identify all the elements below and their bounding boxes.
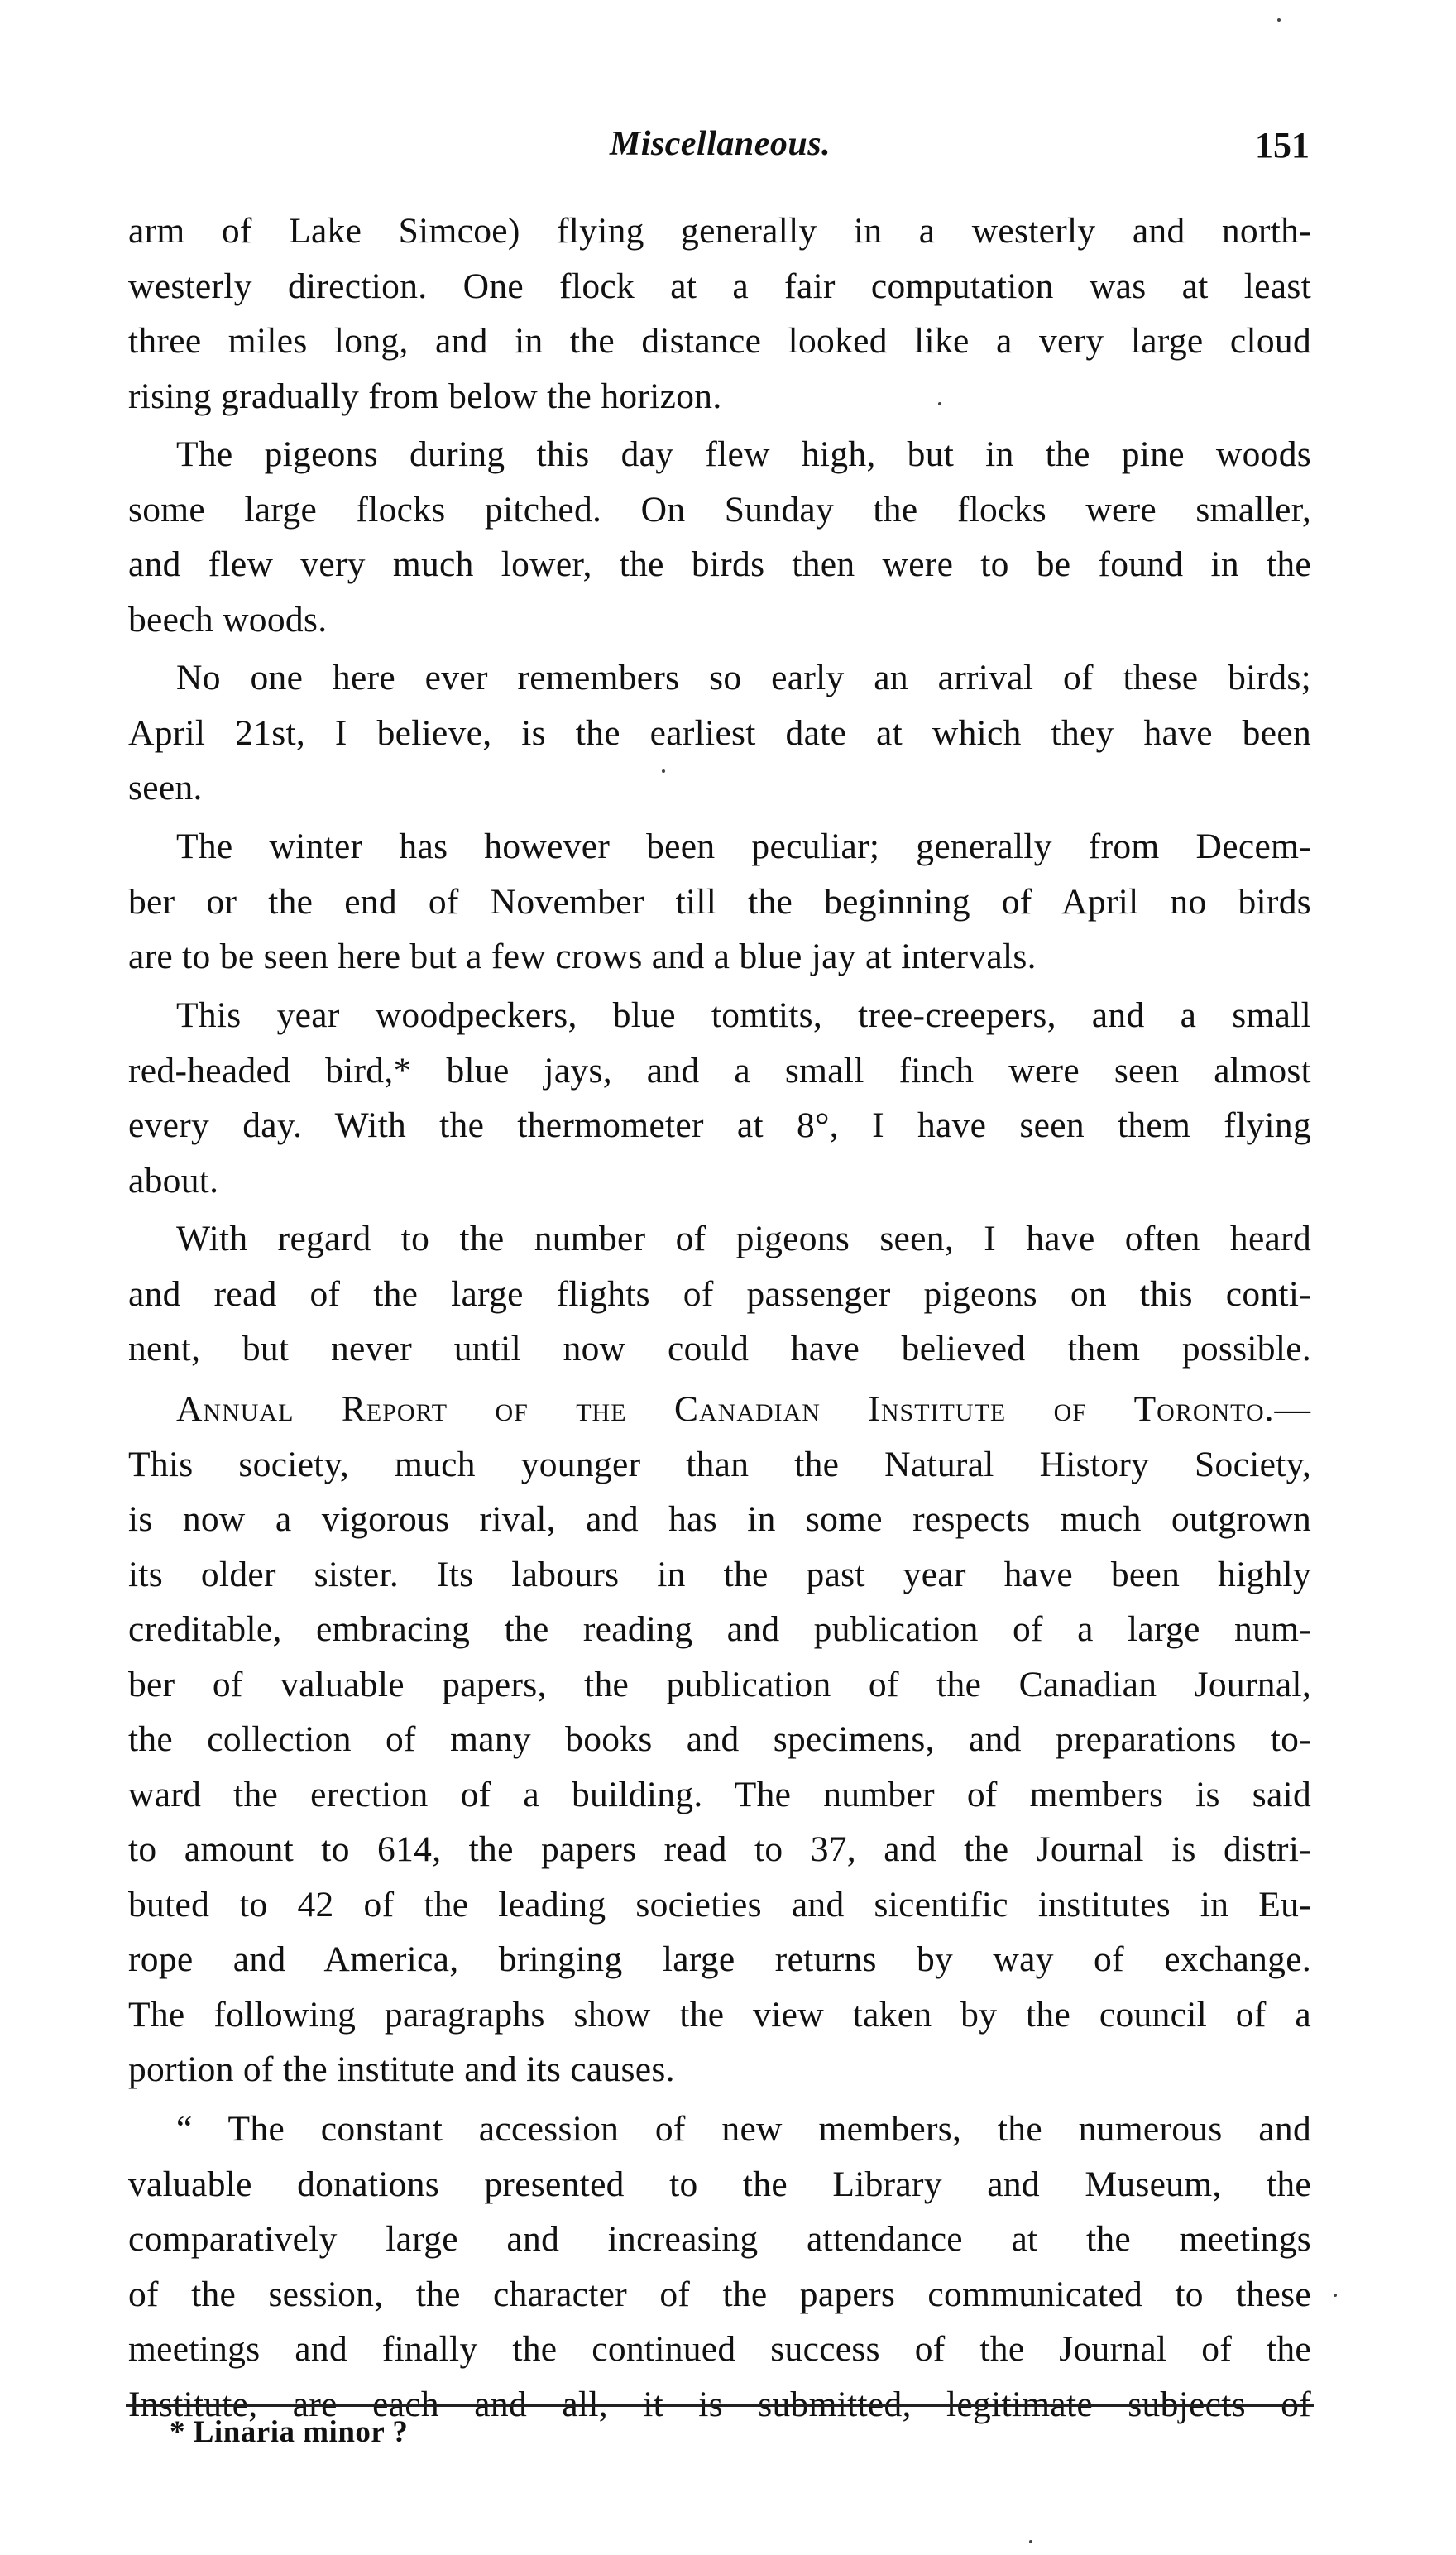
- text-line: of the session, the character of the papers communicated to these: [128, 2274, 1311, 2314]
- paragraph-annual-report: [128, 1382, 1311, 2097]
- text-line: and flew very much lower, the birds then were to be found in the: [128, 544, 1311, 584]
- text-line: ward the erection of a building. The number of members is said: [128, 1774, 1311, 1814]
- text-line: beech woods.: [128, 599, 328, 640]
- text-line: ber or the end of November till the beginning of April no birds: [128, 881, 1311, 922]
- text-line: The winter has however been peculiar; generally from Decem-: [176, 827, 1311, 866]
- scan-speck: [1334, 2294, 1337, 2297]
- page-header: [131, 124, 1310, 182]
- scan-speck: [1277, 18, 1281, 22]
- text-line: This year woodpeckers, blue tomtits, tree-creepers, and a small: [176, 995, 1311, 1035]
- scan-speck: [1029, 2540, 1032, 2543]
- text-line: Institute, are each and all, it is submitted, legitimate subjects of: [128, 2384, 1311, 2424]
- text-line: three miles long, and in the distance looked like a very large cloud: [128, 321, 1311, 361]
- running-title: Miscellaneous.: [609, 125, 831, 163]
- text-line: No one here ever remembers so early an arrival of these birds;: [176, 658, 1311, 697]
- text-line: comparatively large and increasing attendance at the meetings: [128, 2219, 1311, 2259]
- text-line: buted to 42 of the leading societies and sicentific institutes in Eu-: [128, 1884, 1311, 1925]
- paragraph-pigeon-flight: [128, 204, 1311, 424]
- text-line: westerly direction. One flock at a fair computation was at least: [128, 266, 1311, 306]
- text-line: seen.: [128, 768, 203, 808]
- text-line: The pigeons during this day flew high, but in the pine woods: [176, 434, 1311, 474]
- text-line: creditable, embracing the reading and publication of a large num-: [128, 1609, 1311, 1649]
- text-line: its older sister. Its labours in the past year have been highly: [128, 1554, 1311, 1594]
- text-line: valuable donations presented to the Library and Museum, the: [128, 2164, 1311, 2204]
- text-line: some large flocks pitched. On Sunday the flocks were smaller,: [128, 489, 1311, 530]
- text-line: portion of the institute and its causes.: [128, 2049, 675, 2089]
- text-line: The following paragraphs show the view taken by the council of a: [128, 1994, 1311, 2035]
- text-line: is now a vigorous rival, and has in some respects much outgrown: [128, 1499, 1311, 1539]
- text-line: about.: [128, 1160, 219, 1201]
- text-line: With regard to the number of pigeons seen, I have often heard: [176, 1219, 1311, 1258]
- text-line: April 21st, I believe, is the earliest date at which they have been: [128, 712, 1311, 753]
- paragraph-pine-woods: [128, 427, 1311, 647]
- text-line: meetings and finally the continued success of the Journal of the: [128, 2329, 1311, 2369]
- paragraph-winter: [128, 819, 1311, 985]
- section-heading: Annual Report of the Canadian Institute of Toronto.—: [176, 1389, 1311, 1429]
- text-line: rising gradually from below the horizon.: [128, 376, 722, 416]
- text-line: and read of the large flights of passenger pigeons on this conti-: [128, 1273, 1311, 1314]
- text-line: the collection of many books and specimens, and preparations to-: [128, 1719, 1311, 1759]
- paragraph-woodpeckers: [128, 988, 1311, 1208]
- text-line: ber of valuable papers, the publication of the Canadian Journal,: [128, 1664, 1311, 1704]
- paragraph-quotation: [128, 2102, 1311, 2432]
- text-line: “ The constant accession of new members, the numerous and: [176, 2109, 1311, 2149]
- text-line: to amount to 614, the papers read to 37, and the Journal is distri-: [128, 1829, 1311, 1869]
- text-line: are to be seen here but a few crows and a blue jay at intervals.: [128, 937, 1037, 976]
- footnote-divider: [126, 2404, 1314, 2407]
- text-line: nent, but never until now could have believed them possible.: [128, 1329, 1311, 1369]
- text-line: every day. With the thermometer at 8°, I have seen them flying: [128, 1105, 1311, 1145]
- page-number: 151: [1255, 125, 1310, 165]
- paragraph-early-arrival: [128, 650, 1311, 816]
- text-line: This society, much younger than the Natural History Society,: [128, 1444, 1311, 1484]
- scan-speck: [938, 402, 941, 405]
- text-line: rope and America, bringing large returns by way of exchange.: [128, 1939, 1311, 1979]
- scan-speck: [662, 769, 665, 773]
- paragraph-number-of-pigeons: [128, 1211, 1311, 1377]
- footnote: * Linaria minor ?: [170, 2415, 409, 2449]
- text-line: arm of Lake Simcoe) flying generally in a westerly and north-: [128, 211, 1311, 251]
- text-line: red-headed bird,* blue jays, and a small finch were seen almost: [128, 1050, 1311, 1091]
